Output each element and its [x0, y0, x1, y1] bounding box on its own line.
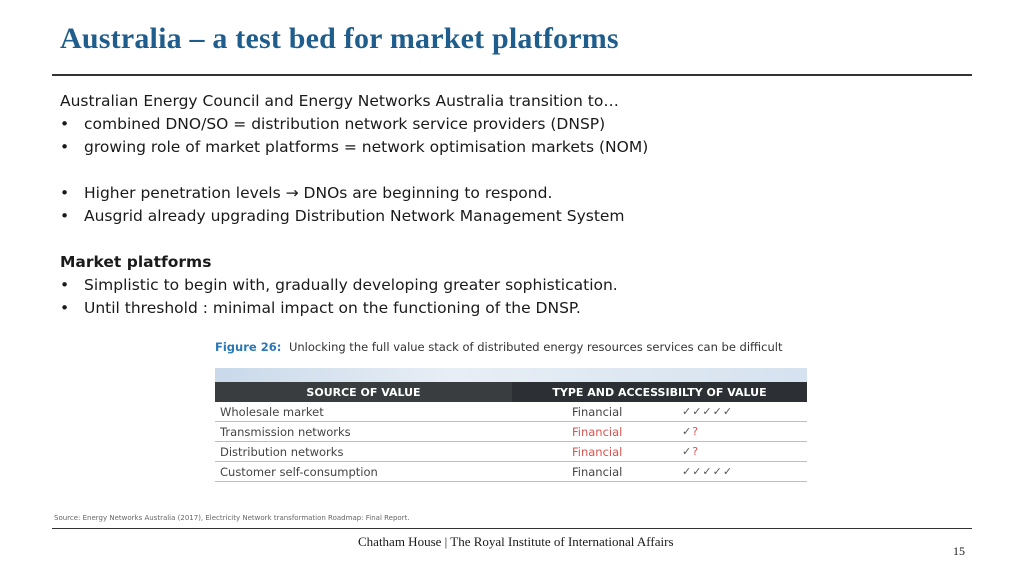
bullet-item — [60, 113, 648, 136]
bullet-item — [60, 182, 648, 205]
accessibility-cell — [682, 422, 807, 442]
source-cell: Customer self-consumption — [215, 462, 512, 482]
title-divider — [52, 74, 972, 76]
check-icon: ✓ — [682, 445, 693, 458]
section-heading: Market platforms — [60, 253, 212, 271]
footer-org: Chatham House | The Royal Institute of International Affairs — [358, 534, 674, 549]
table-row — [215, 402, 807, 422]
bullet-glyph: • — [60, 276, 70, 294]
table-row — [215, 422, 807, 442]
table-row — [215, 462, 807, 482]
bullet-text: combined DNO/SO = distribution network service providers (DNSP) — [84, 115, 606, 133]
intro-text: Australian Energy Council and Energy Networks Australia transition to… — [60, 92, 619, 110]
footer-divider — [52, 528, 972, 529]
question-mark: ? — [692, 425, 700, 438]
source-cell: Transmission networks — [215, 422, 512, 442]
figure-caption — [215, 340, 807, 354]
bullet-item — [60, 274, 648, 297]
accessibility-cell — [682, 462, 807, 482]
bullet-glyph: • — [60, 138, 70, 156]
accessibility-cell — [682, 442, 807, 462]
column-header: SOURCE OF VALUE — [215, 382, 512, 402]
slide-body — [60, 90, 648, 320]
figure-header-band — [215, 368, 807, 382]
type-cell: Financial — [512, 442, 682, 462]
bullet-text: Ausgrid already upgrading Distribution Network Management System — [84, 207, 625, 225]
arrow-icon: → — [285, 184, 299, 202]
table-header-row — [215, 382, 807, 402]
accessibility-cell — [682, 402, 807, 422]
bullet-glyph: • — [60, 115, 70, 133]
question-mark: ? — [692, 445, 700, 458]
source-cell: Wholesale market — [215, 402, 512, 422]
figure-caption-text: Unlocking the full value stack of distributed energy resources services can be difficult — [288, 340, 783, 354]
bullet-text: Until threshold : minimal impact on the functioning of the DNSP. — [84, 299, 581, 317]
bullet-text: growing role of market platforms = network optimisation markets (NOM) — [84, 138, 649, 156]
bullet-glyph: • — [60, 299, 70, 317]
bullet-text: DNOs are beginning to respond. — [298, 184, 553, 202]
bullet-item — [60, 136, 648, 159]
page-number: 15 — [953, 544, 965, 558]
source-cell: Distribution networks — [215, 442, 512, 462]
table-row — [215, 442, 807, 462]
bullet-glyph: • — [60, 184, 70, 202]
type-cell: Financial — [512, 462, 682, 482]
figure-26 — [215, 340, 807, 482]
check-icon: ✓✓✓✓✓ — [682, 465, 734, 478]
check-icon: ✓ — [682, 425, 693, 438]
bullet-text: Simplistic to begin with, gradually developing greater sophistication. — [84, 276, 618, 294]
type-cell: Financial — [512, 402, 682, 422]
slide-title: Australia – a test bed for market platforms — [60, 22, 619, 55]
check-icon: ✓✓✓✓✓ — [682, 405, 734, 418]
figure-label: Figure 26: — [215, 340, 282, 354]
bullet-item — [60, 297, 648, 320]
value-table — [215, 382, 807, 482]
bullet-text: Higher penetration levels — [84, 184, 286, 202]
bullet-item — [60, 205, 648, 228]
source-note: Source: Energy Networks Australia (2017), Electricity Network transformation Roadmap: Final Report. — [54, 514, 410, 522]
column-header: TYPE AND ACCESSIBILTY OF VALUE — [512, 382, 807, 402]
bullet-glyph: • — [60, 207, 70, 225]
type-cell: Financial — [512, 422, 682, 442]
